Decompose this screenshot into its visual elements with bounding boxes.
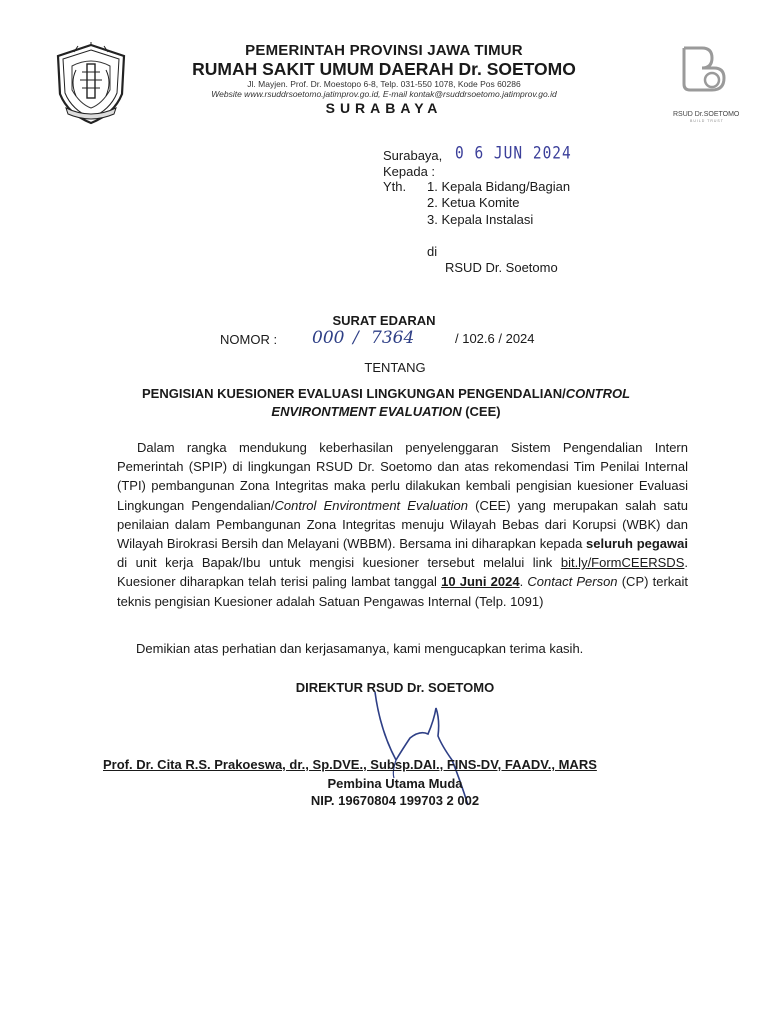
recipient-location: RSUD Dr. Soetomo	[445, 260, 558, 275]
rsud-logo-text: RSUD Dr.SOETOMO	[673, 111, 740, 118]
di-label: di	[427, 244, 438, 259]
nomor-slash: /	[353, 328, 359, 348]
body-text-1: Dalam rangka mendukung keberhasilan penyelenggaran Sistem Pengendalian Intern Pemerintah (SPIP) di lingkungan RSUD Dr. Soetomo dan atas rekomendasi Tim Penilai Internal (TPI) pembangunan Zona Integritas maka perlu dilakukan kembali pengisian kuesioner Evaluasi Lingkungan Pengendalian/	[117, 440, 688, 513]
header-hospital-name: RUMAH SAKIT UMUM DAERAH Dr. SOETOMO	[192, 59, 576, 79]
body-text-italic-cp: Contact Person	[527, 574, 618, 590]
body-text-2: (CEE) yang merupakan salah satu penilaian dalam Pembangunan Zona Integritas menuju Wilayah Bebas dari Korupsi (WBK) dan Wilayah Birokrasi Bersih dan Melayani (WBBM). Bersama ini diharapkan kepada	[117, 497, 689, 552]
header-website: Website www.rsuddrsoetomo.jatimprov.go.id, E-mail kontak@rsuddrsoetomo.jatimprov.go.id	[211, 89, 557, 99]
recipient-1: 1. Kepala Bidang/Bagian	[427, 179, 571, 194]
body-text-5: .	[519, 574, 528, 590]
header-government: PEMERINTAH PROVINSI JAWA TIMUR	[245, 42, 523, 59]
nomor-suffix: / 102.6 / 2024	[455, 331, 535, 346]
subject-line-2	[0, 404, 768, 419]
dateline-place: Surabaya,	[383, 148, 443, 163]
form-link[interactable]: bit.ly/FormCEERSDS	[560, 555, 685, 571]
signatory-rank: Pembina Utama Muda	[327, 776, 463, 791]
recipient-3: 3. Kepala Instalasi	[427, 212, 534, 227]
deadline-date: 10 Juni 2024	[441, 574, 520, 590]
body-text-6: (CP) terkait teknis pengisian Kuesioner adalah Satuan Pengawas Internal (Telp. 1091)	[117, 574, 689, 609]
signature-title: DIREKTUR RSUD Dr. SOETOMO	[295, 680, 495, 695]
nomor-handwritten-1: 000	[312, 328, 345, 348]
rsud-soetomo-logo	[672, 40, 736, 110]
subject-line-2-italic: ENVIRONTMENT EVALUATION	[271, 404, 462, 419]
body-paragraph	[117, 438, 688, 611]
body-text-3: di unit kerja Bapak/Ibu untuk mengisi kuesioner tersebut melalui link	[117, 555, 561, 571]
subject-line-1	[0, 386, 768, 401]
subject-line-2-text: (CEE)	[461, 404, 501, 419]
yth-label: Yth.	[383, 179, 407, 194]
header-address: Jl. Mayjen. Prof. Dr. Moestopo 6-8, Telp. 031-550 1078, Kode Pos 60286	[247, 79, 521, 89]
signatory-name: Prof. Dr. Cita R.S. Prakoeswa, dr., Sp.DVE., Subsp.DAI., FINS-DV, FAADV., MARS	[103, 757, 597, 772]
handwritten-signature	[370, 690, 480, 810]
body-text-italic-cee: Control Environtment Evaluation	[274, 497, 469, 513]
tentang-label: TENTANG	[364, 360, 426, 375]
rsud-logo-tagline: BUILD TRUST	[690, 119, 724, 123]
recipient-2: 2. Ketua Komite	[427, 195, 520, 210]
date-stamp: 0 6 JUN 2024	[455, 144, 572, 164]
nomor-label: NOMOR :	[220, 332, 278, 347]
subject-line-1-italic: CONTROL	[565, 386, 631, 401]
header-city: SURABAYA	[325, 100, 443, 116]
letter-type: SURAT EDARAN	[332, 313, 436, 328]
to-label: Kepada :	[383, 164, 436, 179]
closing-line: Demikian atas perhatian dan kerjasamanya, kami mengucapkan terima kasih.	[136, 641, 584, 656]
signatory-nip: NIP. 19670804 199703 2 002	[310, 793, 480, 808]
nomor-handwritten-2: 7364	[371, 328, 415, 348]
body-text-4: . Kuesioner diharapkan telah terisi paling lambat tanggal	[117, 555, 688, 590]
subject-line-1-text: PENGISIAN KUESIONER EVALUASI LINGKUNGAN PENGENDALIAN/	[141, 386, 566, 401]
body-text-bold-pegawai: seluruh pegawai	[586, 536, 688, 552]
